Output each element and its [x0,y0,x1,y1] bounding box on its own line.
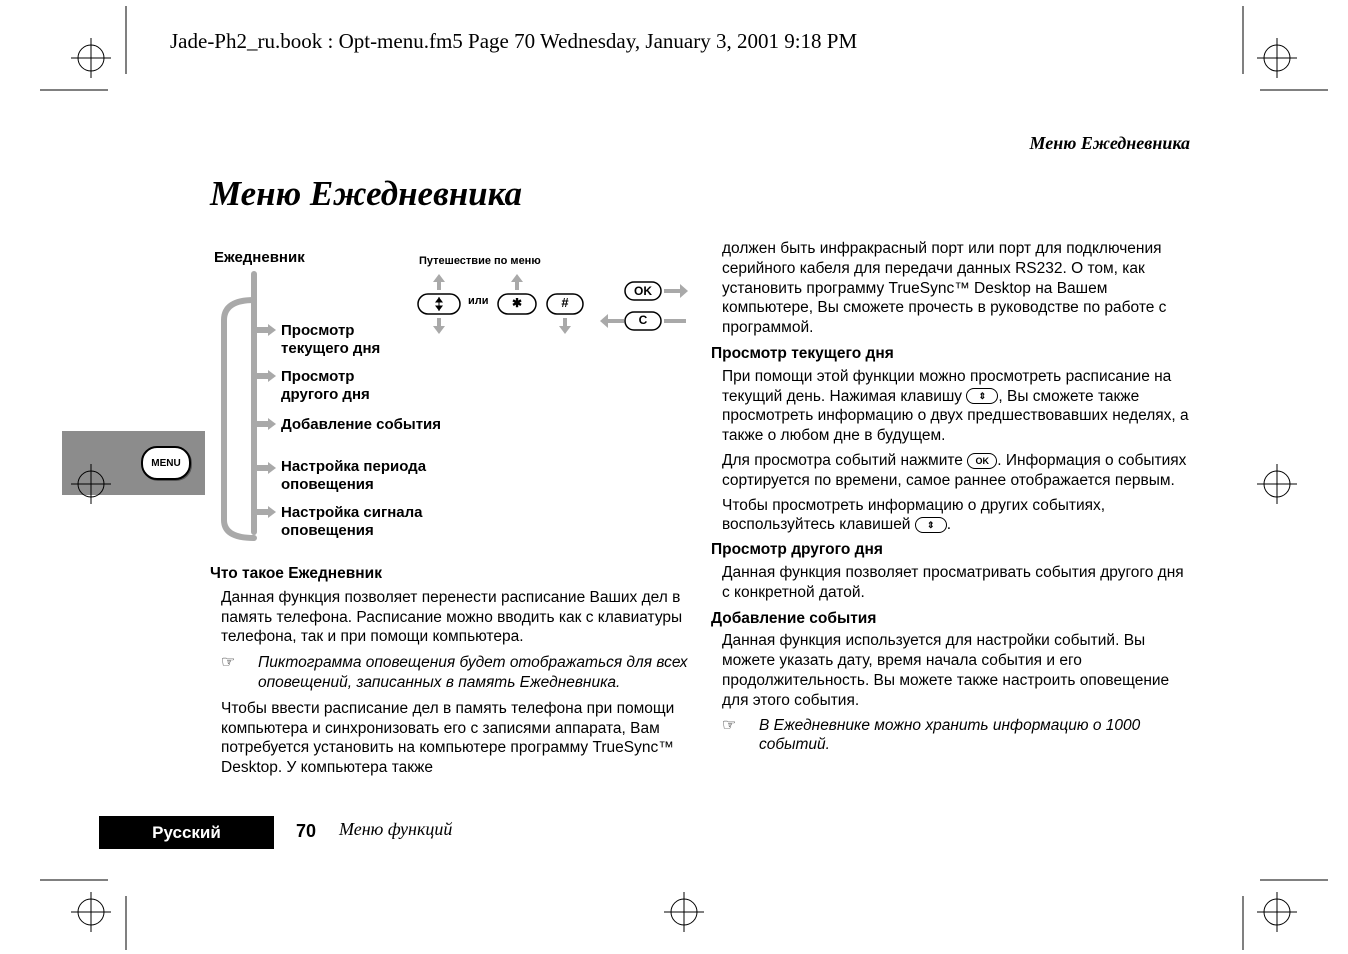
add-event-paragraph: Данная функция используется для настройки событий. Вы можете указать дату, время начала события и его продолжительность. Вы можете также настроить оповещение для этого события. [722,632,1170,709]
right-column [711,239,1191,755]
print-slug: Jade-Ph2_ru.book : Opt-menu.fm5 Page 70 Wednesday, January 3, 2001 9:18 PM [170,29,858,53]
pointing-hand-icon: ☞ [221,654,236,672]
menu-item-line: другого дня [281,386,370,403]
note-block [722,716,1191,756]
page-title: Меню Ежедневника [210,174,522,213]
diagram-root-label: Ежедневник [214,249,305,266]
menu-item-line: Настройка периода [281,458,427,475]
menu-item-alert-period [281,458,426,494]
menu-item-line: Просмотр [281,322,355,339]
view-today-paragraph [722,367,1191,446]
text-span: , Вы сможете также просмотреть информацию о двух предшествовавших неделях, а также о любом дне в будущем. [722,387,1189,445]
left-column [210,564,690,778]
running-head: Меню Ежедневника [1029,133,1190,153]
ok-key-icon: OK [634,284,652,298]
heading-add-event: Добавление события [711,609,877,627]
or-label: или [468,295,489,307]
heading-view-other-day: Просмотр другого дня [711,541,883,559]
text-span: . Информация о событиях сортируется по времени, самое раннее отображается первым. [722,451,1187,489]
menu-item-line: Добавление события [281,416,442,433]
scroll-key-icon: ⇕ [915,517,947,533]
language-tab: Русский [99,816,274,849]
scroll-key-icon: ⇕ [966,388,998,404]
menu-item-line: текущего дня [281,340,381,357]
heading-view-today: Просмотр текущего дня [711,344,894,362]
hash-key-icon: # [561,295,569,310]
menu-item-view-today [281,322,380,358]
star-key-icon: ✱ [511,296,523,310]
note-text: В Ежедневнике можно хранить информацию о 1000 событий. [759,716,1141,754]
intro-paragraph: Данная функция позволяет перенести расписание Ваших дел в память телефона. Расписание можно вводить как с клавиатуры телефона, так и при помощи компьютера. [221,588,683,646]
menu-item-line: Просмотр [281,368,355,385]
nav-legend-label: Путешествие по меню [419,255,541,267]
c-key-icon: C [638,313,648,327]
other-events-paragraph [722,496,1191,536]
menu-item-alert-signal [281,504,423,540]
text-span: При помощи этой функции можно просмотреть расписание на текущий день. Нажимая клавишу [722,367,1172,405]
continued-paragraph: должен быть инфракрасный порт или порт для подключения серийного кабеля для передачи данных RS232. О том, как установить программу TrueSync™ Desktop на Вашем компьютере, Вы сможете прочесть в руководстве по работе с программой. [722,240,1167,337]
menu-item-line: оповещения [281,476,374,493]
menu-item-line: Настройка сигнала [281,504,423,521]
menu-button-icon: MENU [141,446,191,480]
text-span: Для просмотра событий нажмите [722,451,963,469]
ok-paragraph [722,451,1191,491]
menu-item-line: оповещения [281,522,374,539]
note-block [221,653,690,693]
truesync-paragraph: Чтобы ввести расписание дел в память телефона при помощи компьютера и синхронизовать его с записями аппарата, Вам потребуется установить на компьютере программу TrueSync™ Desktop. У компьютера также [221,699,675,777]
footer-section-title: Меню функций [339,819,453,839]
view-other-day-paragraph: Данная функция позволяет просматривать события другого дня с конкретной датой. [722,563,1184,601]
menu-item-add-event [281,416,441,434]
menu-item-view-other-day [281,368,370,404]
menu-tree-bracket [214,270,284,550]
section-heading: Что такое Ежедневник [210,565,382,582]
text-span: . [946,516,952,534]
text-span: Чтобы просмотреть информацию о других событиях, воспользуйтесь клавишей [722,496,1106,534]
page-number: 70 [296,821,317,841]
pointing-hand-icon: ☞ [722,716,737,734]
note-text: Пиктограмма оповещения будет отображаться для всех оповещений, записанных в память Ежедневника. [258,654,688,691]
ok-key-icon: OK [967,453,997,469]
